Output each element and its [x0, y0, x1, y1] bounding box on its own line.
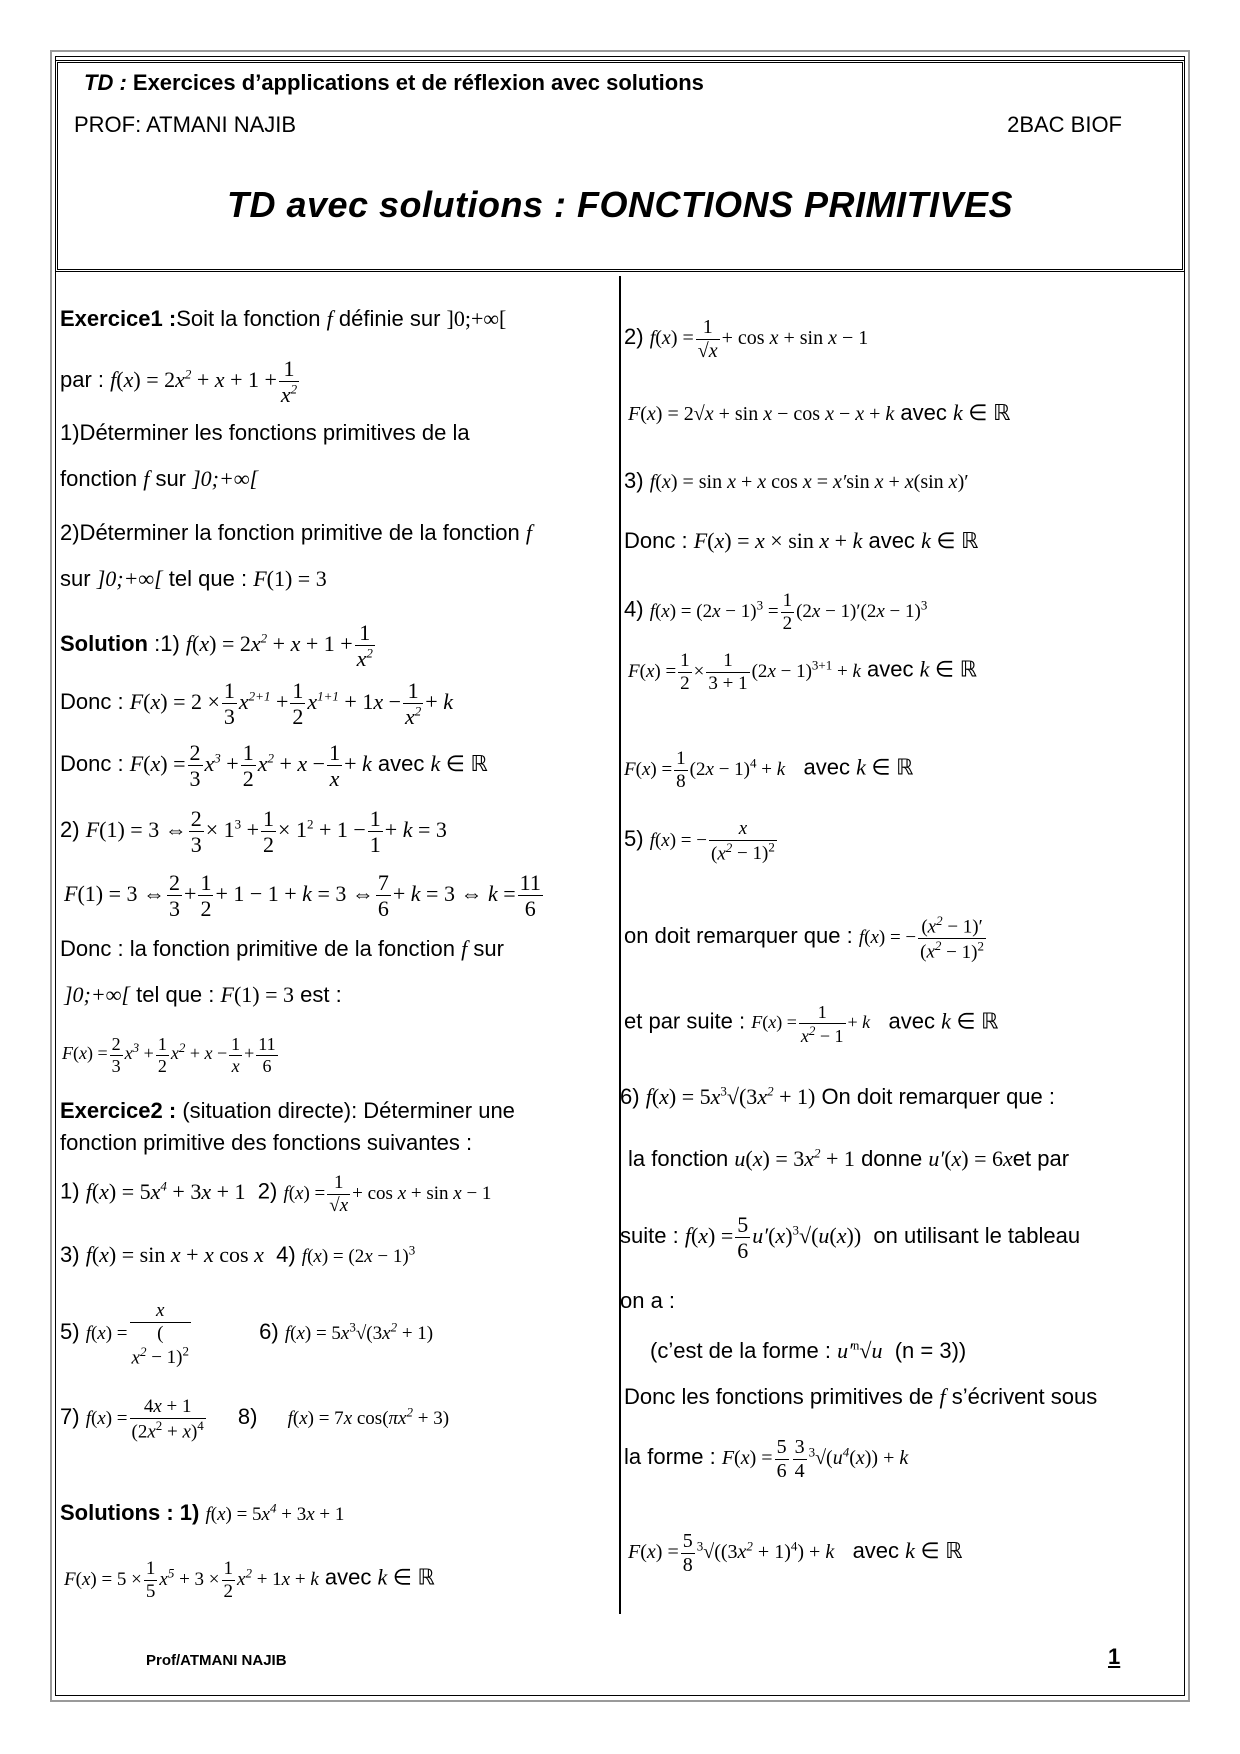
ecrivent: s’écrivent sous: [951, 1384, 1098, 1409]
solution-donc3: Donc : la fonction primitive de la fonction f sur: [60, 936, 504, 961]
solutions-line2: F(x) = 5 × $\frac{1}{5}$ $x^5 + 3$ × $\frac{1}{2}$ $x^2 + 1x + k$ avec k ∈ ℝ: [64, 1558, 435, 1602]
avec-c: avec: [867, 656, 914, 682]
ex2-text1: (situation directe): Déterminer une: [182, 1098, 515, 1123]
n4: 4): [276, 1242, 296, 1267]
solution-donc1: Donc : F(x) = 2 × $\frac{1}{3}$ $x^{2+1}$ + $\frac{1}{2}$ $x^{1+1} + 1x$ − $\frac{1}{x^2}$ + k: [60, 678, 453, 730]
ex1-q2b: sur: [60, 566, 91, 591]
r6: 6): [620, 1084, 640, 1109]
r4-sol1: F(x) = $\frac{1}{2}$ × $\frac{1}{3 + 1}$ $(2x - 1)^{3+1} + k$ avec k ∈ ℝ: [628, 650, 978, 694]
solution-line1: Solution :1) $f(x) = 2x^2 + x + 1$ + $\frac{1}{x^2}$: [60, 620, 373, 672]
avec-f: avec: [852, 1538, 900, 1564]
ona: on a :: [620, 1288, 676, 1313]
avec-b: avec: [868, 528, 915, 553]
suite: suite :: [620, 1222, 679, 1248]
r2-line: 2) f(x) = $\frac{1}{√x}$ + cos x + sin x − 1: [624, 316, 869, 362]
etpar: et par: [1012, 1146, 1070, 1171]
r4: 4): [624, 596, 644, 622]
ex2-items-1-2: 1) $f(x) = 5x^4 + 3x + 1$ 2) f(x) = $\frac{1}{√x}$ + cos x + sin x − 1: [60, 1172, 492, 1216]
solution-telque: ]0;+∞[ tel que : F(1) = 3 est :: [64, 982, 342, 1007]
td-prefix: TD :: [84, 70, 127, 95]
page-number: 1: [1108, 1644, 1121, 1669]
ex1-text1: Soit la fonction: [176, 306, 321, 331]
avec-e: avec: [888, 1008, 935, 1034]
footer-author: Prof/ATMANI NAJIB: [146, 1652, 287, 1669]
donc-b: Donc les fonctions primitives de: [624, 1384, 934, 1409]
ex1-q1b: fonction: [60, 466, 138, 491]
r6-laforme: la forme : F(x) = $\frac{5}{6}$ $\frac{3}{4}$ $^3√(u^4(x)) + k$: [624, 1436, 909, 1482]
tableau: on utilisant le tableau: [873, 1222, 1081, 1248]
r6-suite: suite : f(x) = $\frac{5}{6}$ $u'(x)^3√(u(x))$ on utilisant le tableau: [620, 1212, 1081, 1264]
solution-num: :1): [154, 630, 180, 656]
donc1-label: Donc :: [60, 688, 124, 714]
n3: 3): [60, 1242, 80, 1267]
r5: 5): [624, 825, 644, 851]
donc2-label: Donc :: [60, 750, 124, 776]
column-separator: [619, 276, 621, 1614]
n5: 5): [60, 1318, 80, 1344]
solution-donc2: Donc : F(x) = $\frac{2}{3}$ $x^3$ + $\frac{1}{2}$ $x^2 + x$ − $\frac{1}{x}$ + k avec k ∈ ℝ: [60, 740, 488, 792]
avec-d: avec: [803, 754, 850, 780]
est3: est :: [300, 982, 342, 1007]
ex1-q1b-line: fonction f sur ]0;+∞[: [60, 466, 259, 491]
n8: 8): [237, 1403, 258, 1429]
r6-donc: Donc les fonctions primitives de f s’écrivent sous: [624, 1384, 1098, 1409]
ex1-line1: Exercice1 :Soit la fonction f définie sur ]0;+∞[: [60, 306, 507, 331]
solution-label: Solution: [60, 630, 148, 656]
ex2-text2: fonction primitive des fonctions suivantes :: [60, 1130, 473, 1155]
header-td-line: [84, 70, 704, 96]
ex2-items-3-4: 3) f(x) = sin x + x cos x 4) $f(x) = (2x - 1)^3$: [60, 1242, 416, 1267]
ex1-line2: par : $f(x) = 2x^2 + x + 1$ + $\frac{1}{x^2}$: [60, 356, 298, 408]
laforme: la forme :: [624, 1444, 716, 1470]
parsuite: et par suite :: [624, 1008, 746, 1034]
td-text: Exercices d’applications et de réflexion avec solutions: [132, 70, 704, 95]
remarque6: On doit remarquer que :: [821, 1084, 1056, 1109]
n6: 6): [259, 1318, 279, 1344]
ex1-q1a: 1)Déterminer les fonctions primitives de la: [60, 420, 470, 445]
lafonction: la fonction: [628, 1146, 729, 1171]
ex1-q2c: tel que :: [168, 566, 248, 591]
r5-sol: et par suite : F(x) = $\frac{1}{x^2 - 1}$ + k avec k ∈ ℝ: [624, 1002, 999, 1046]
r2-sol: F(x) = 2√x + sin x − cos x − x + k avec k ∈ ℝ: [628, 400, 1011, 425]
n7: 7): [60, 1403, 80, 1429]
r4-line: 4) $f(x) = (2x - 1)^3$ = $\frac{1}{2}$ $(2x - 1)'(2x - 1)^3$: [624, 590, 928, 634]
solutions-label: Solutions : 1): [60, 1500, 200, 1525]
header-class: 2BAC BIOF: [1007, 112, 1122, 137]
n2: 2): [257, 1178, 278, 1204]
ex2-items-5-6: 5) f(x) = x ( $x^2 - 1)^2$ 6) $f(x) = 5x^3√(3x^2 + 1)$: [60, 1300, 434, 1369]
r5-line: 5) f(x) = − $\frac{x}{(x^2 - 1)^2}$: [624, 818, 775, 865]
ex2-line1: [60, 1098, 515, 1123]
avec1: avec: [377, 750, 425, 776]
solutions-line1: Solutions : 1) $f(x) = 5x^4 + 3x + 1$: [60, 1500, 345, 1525]
telque3: tel que :: [136, 982, 215, 1007]
donne: donne: [861, 1146, 923, 1171]
ex1-q2a-line: 2)Déterminer la fonction primitive de la fonction f: [60, 520, 533, 545]
q2-num: 2): [60, 816, 80, 842]
page-title: TD avec solutions : FONCTIONS PRIMITIVES: [226, 184, 1014, 225]
ex2-label: Exercice2 :: [60, 1098, 177, 1123]
r6-fonction: la fonction $u(x) = 3x^2 + 1$ donne u′(x) = 6xet par: [628, 1145, 1070, 1171]
remarque: on doit remarquer que :: [624, 923, 853, 949]
r3: 3): [624, 468, 644, 493]
ex1-q2a: 2)Déterminer la fonction primitive de la fonction: [60, 520, 520, 545]
solution-final: F(x) = $\frac{2}{3}$ $x^3$ + $\frac{1}{2}$ $x^2 + x$ − $\frac{1}{x}$ + $\frac{11}{6}$: [62, 1034, 276, 1076]
donc3-label: Donc : la fonction primitive de la fonction: [60, 936, 455, 961]
r3-line: 3) f(x) = sin x + x cos x = x′sin x + x(sin x)′: [624, 468, 969, 493]
r4-sol2: F(x) = $\frac{1}{8}$ $(2x - 1)^4 + k$ avec k ∈ ℝ: [624, 748, 914, 792]
r6-line: 6) $f(x) = 5x^3√(3x^2 + 1)$ On doit remarquer que :: [620, 1083, 1056, 1109]
avec2: avec: [324, 1564, 372, 1590]
n1: 1): [60, 1178, 80, 1204]
sur3: sur: [473, 936, 504, 961]
ex1-q2b-line: sur ]0;+∞[ tel que : F(1) = 3: [60, 566, 327, 591]
r3-sol: Donc : F(x) = x × sin x + k avec k ∈ ℝ: [624, 528, 979, 553]
ex1-q1c: sur: [155, 466, 186, 491]
r5-remarque: on doit remarquer que : f(x) = − $\frac{(x^2 - 1)'}{(x^2 - 1)^2}$: [624, 913, 984, 963]
ex1-par: par :: [60, 366, 105, 392]
avec-a: avec: [900, 400, 947, 425]
r2: 2): [624, 324, 644, 350]
r6-forme: (c’est de la forme : $u'^n√u$ (n = 3)): [650, 1337, 967, 1363]
r6-final: F(x) = $\frac{5}{8}$ $^3√((3x^2 + 1)^4) + k$ avec k ∈ ℝ: [628, 1530, 963, 1576]
header-prof: PROF: ATMANI NAJIB: [74, 112, 297, 137]
forme-a: (c’est de la forme :: [650, 1338, 831, 1363]
solution-q2-line2: F(1) = 3 ⇔ $\frac{2}{3}$ + $\frac{1}{2}$ + 1 − 1 + k = 3 ⇔ $\frac{7}{6}$ + k = 3 ⇔ k = $\frac{11}{6}$: [64, 870, 541, 922]
ex2-items-7-8: 7) f(x) = $\frac{4x + 1}{(2x^2 + x)^4}$ 8) f(x) = 7x $\cos(\pi x^2 + 3)$: [60, 1396, 450, 1443]
solution-q2-line1: 2) F(1) = 3 ⇔ $\frac{2}{3}$ × $1^3$ + $\frac{1}{2}$ × $1^2 + 1$ − $\frac{1}{1}$ + k = 3: [60, 806, 447, 858]
donc-a: Donc :: [624, 528, 688, 553]
ex1-label: Exercice1 :: [60, 306, 177, 331]
forme-b: (n = 3)): [894, 1338, 967, 1363]
ex1-text2: définie sur: [338, 306, 441, 331]
